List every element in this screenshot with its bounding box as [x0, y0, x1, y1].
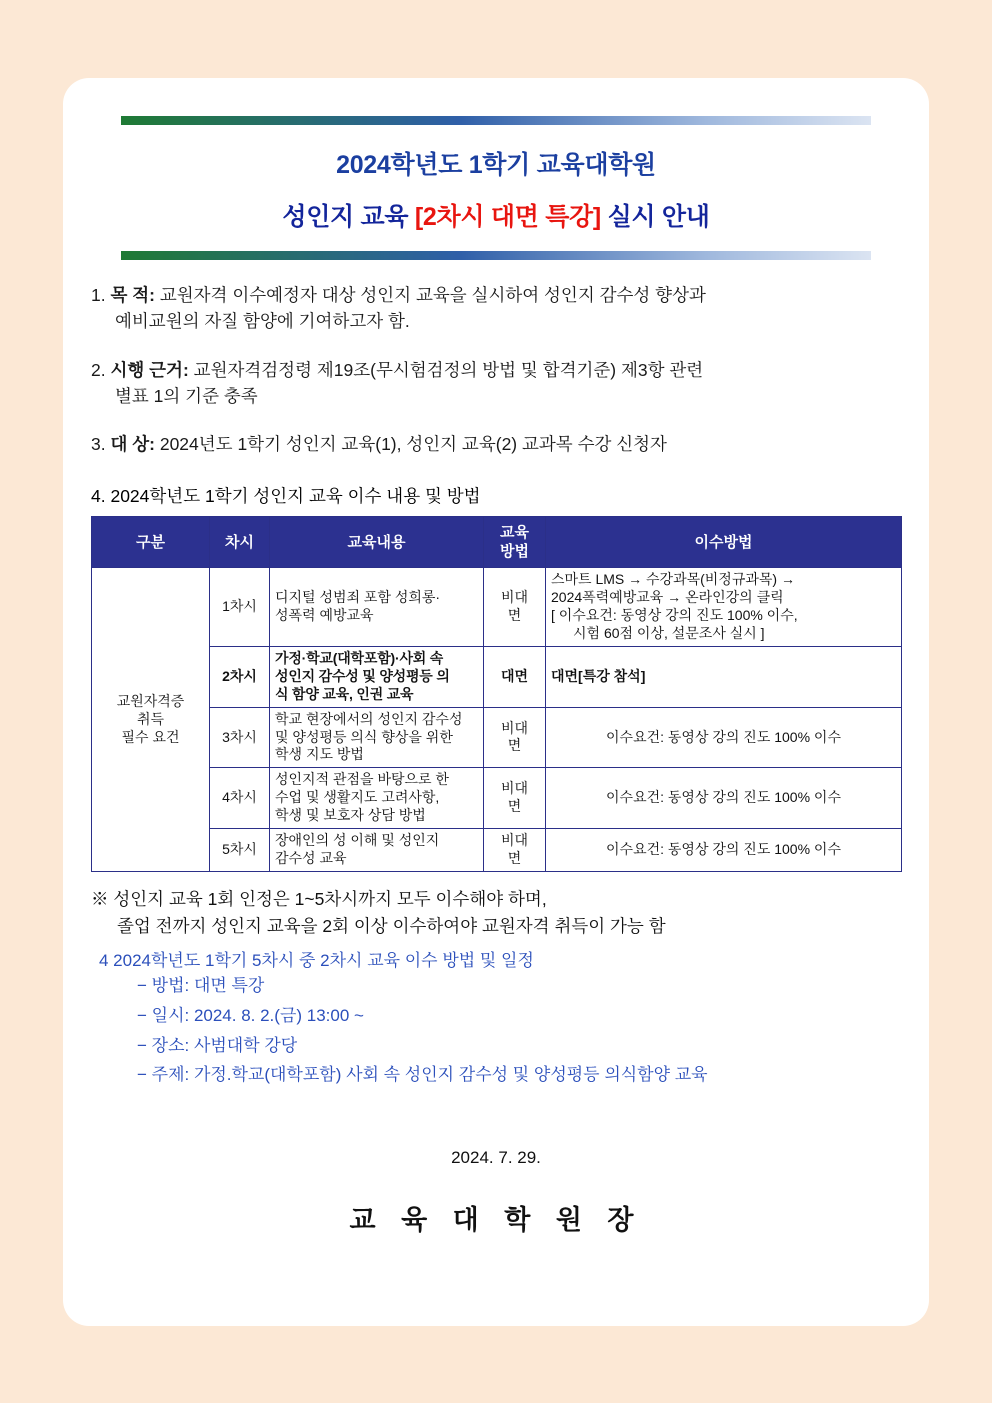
note-asterisk-l1: ※ 성인지 교육 1회 인정은 1~5차시까지 모두 이수해야 하며, [91, 888, 547, 909]
content-1-l2: 성폭력 예방교육 [275, 607, 374, 624]
note-dash-4: − 주제: 가정.학교(대학포함) 사회 속 성인지 감수성 및 양성평등 의식함양 교육 [137, 1065, 708, 1085]
cell-how-3: 이수요건: 동영상 강의 진도 100% 이수 [546, 707, 902, 768]
cell-method-4 [484, 768, 546, 829]
item-1-num: 1. [91, 285, 106, 305]
content-3-l1: 학교 현장에서의 성인지 감수성 [275, 710, 463, 727]
th-content: 교육내용 [270, 517, 484, 568]
method-5-l1: 비대 [500, 832, 529, 849]
item-1-label: 목 적: [110, 285, 155, 305]
content-4-l2: 수업 및 생활지도 고려사항, [275, 789, 440, 806]
method-4-l1: 비대 [500, 780, 529, 797]
document-body [91, 116, 901, 1237]
content-2-l1: 가정·학교(대학포함)·사회 속 [275, 649, 444, 666]
note-dash-1: − 방법: 대면 특강 [137, 976, 265, 996]
note-asterisk [91, 886, 901, 940]
content-5-l2: 감수성 교육 [275, 849, 347, 866]
method-4-l2: 면 [507, 798, 522, 815]
page-title: 2024학년도 1학기 교육대학원 [336, 151, 656, 179]
cell-session-4: 4차시 [210, 768, 270, 829]
cell-method-2: 대면 [484, 646, 546, 707]
content-3-l3: 학생 지도 방법 [275, 746, 364, 763]
item-3-label: 대 상: [110, 434, 155, 454]
item-1 [91, 282, 901, 335]
item-3 [91, 431, 901, 457]
item-1-text: 교원자격 이수예정자 대상 성인지 교육을 실시하여 성인지 감수성 향상과 [154, 285, 706, 305]
cell-category [92, 568, 210, 872]
cell-method-5 [484, 829, 546, 872]
content-2-l2: 성인지 감수성 및 양성평등 의 [275, 667, 450, 684]
table-header-row [92, 517, 902, 568]
document-date: 2024. 7. 29. [451, 1148, 541, 1168]
subtitle-highlight: [2차시 대면 특강] [414, 203, 601, 231]
item-2-text: 교원자격검정령 제19조(무시험검정의 방법 및 합격기준) 제3항 관련 [188, 359, 704, 380]
th-method-l2: 방법 [500, 543, 529, 561]
item-1-line2: 예비교원의 자질 함양에 기여하고자 함. [115, 311, 410, 332]
table-row [92, 829, 902, 872]
content-2-l3: 식 함양 교육, 인권 교육 [275, 685, 414, 702]
header-rule-top [121, 116, 871, 125]
content-4-l3: 학생 및 보호자 상담 방법 [275, 807, 426, 824]
item-2 [91, 357, 901, 410]
how-1-l2: 2024폭력예방교육 → 온라인강의 클릭 [551, 589, 784, 606]
method-1-l2: 면 [507, 607, 522, 624]
table-row [92, 707, 902, 768]
category-line-3: 필수 요건 [121, 728, 180, 745]
cell-method-3 [484, 707, 546, 768]
how-1-l1: 스마트 LMS → 수강과목(비정규과목) → [551, 571, 795, 588]
item-3-num: 3. [91, 434, 106, 454]
th-session: 차시 [210, 517, 270, 568]
item-2-label: 시행 근거: [110, 359, 189, 380]
cell-session-5: 5차시 [210, 829, 270, 872]
note-dash-3: − 장소: 사범대학 강당 [137, 1035, 298, 1055]
content-1-l1: 디지털 성범죄 포함 성희롱· [275, 589, 441, 606]
how-1-l4: 시험 60점 이상, 설문조사 실시 ] [573, 624, 765, 641]
cell-content-4 [270, 768, 484, 829]
cell-how-4: 이수요건: 동영상 강의 진도 100% 이수 [546, 768, 902, 829]
th-how: 이수방법 [546, 517, 902, 568]
table-row [92, 568, 902, 647]
item-2-num: 2. [91, 359, 106, 380]
document-signer: 교 육 대 학 원 장 [349, 1205, 643, 1236]
note-subhead: 4 2024학년도 1학기 5차시 중 2차시 교육 이수 방법 및 일정 [99, 951, 534, 971]
document-header [91, 125, 901, 251]
cell-how-2: 대면[특강 참석] [546, 646, 902, 707]
cell-method-1 [484, 568, 546, 647]
method-3-l1: 비대 [500, 719, 529, 736]
cell-content-2 [270, 646, 484, 707]
th-division: 구분 [92, 517, 210, 568]
cell-session-3: 3차시 [210, 707, 270, 768]
note-dash-2: − 일시: 2024. 8. 2.(금) 13:00 ~ [137, 1005, 364, 1025]
training-table [91, 516, 902, 872]
category-line-2: 취득 [136, 710, 165, 727]
header-rule-bottom [121, 251, 871, 260]
subtitle-pre: 성인지 교육 [282, 203, 415, 231]
cell-content-5 [270, 829, 484, 872]
table-row [92, 768, 902, 829]
cell-session-1: 1차시 [210, 568, 270, 647]
subtitle-post: 실시 안내 [600, 203, 710, 231]
item-3-text: 2024년도 1학기 성인지 교육(1), 성인지 교육(2) 교과목 수강 신청자 [154, 434, 667, 454]
cell-content-3 [270, 707, 484, 768]
category-line-1: 교원자격증 [116, 692, 185, 709]
table-row [92, 646, 902, 707]
th-method-l1: 교육 [500, 524, 529, 542]
page-subtitle [91, 183, 901, 243]
content-4-l1: 성인지적 관점을 바탕으로 한 [275, 771, 449, 788]
cell-content-1 [270, 568, 484, 647]
method-3-l2: 면 [507, 737, 522, 754]
item-2-line2: 별표 1의 기준 충족 [115, 385, 258, 406]
document-page [63, 78, 929, 1326]
method-5-l2: 면 [507, 849, 522, 866]
th-method [484, 517, 546, 568]
section-4-title: 4. 2024학년도 1학기 성인지 교육 이수 내용 및 방법 [91, 486, 481, 507]
cell-session-2: 2차시 [210, 646, 270, 707]
cell-how-5: 이수요건: 동영상 강의 진도 100% 이수 [546, 829, 902, 872]
content-5-l1: 장애인의 성 이해 및 성인지 [275, 832, 440, 849]
content-3-l2: 및 양성평등 의식 향상을 위한 [275, 728, 453, 745]
note-asterisk-l2: 졸업 전까지 성인지 교육을 2회 이상 이수하여야 교원자격 취득이 가능 함 [117, 915, 666, 936]
cell-how-1 [546, 568, 902, 647]
how-1-l3: [ 이수요건: 동영상 강의 진도 100% 이수, [551, 607, 798, 624]
method-1-l1: 비대 [500, 589, 529, 606]
